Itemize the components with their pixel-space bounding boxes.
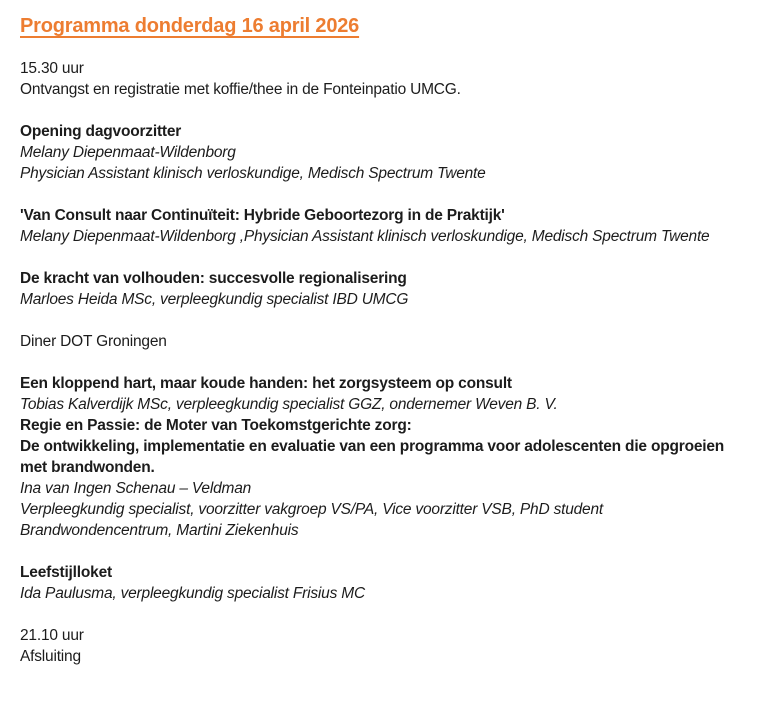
program-block-reception [20, 58, 752, 100]
program-description: Diner DOT Groningen [20, 333, 167, 350]
program-block-kloppend-hart [20, 373, 752, 541]
speaker-role: Physician Assistant klinisch verloskundige, Medisch Spectrum Twente [20, 165, 486, 182]
program-block-opening [20, 121, 752, 184]
page-title-row [20, 13, 752, 58]
session-title: Regie en Passie: de Moter van Toekomstgerichte zorg: [20, 417, 412, 434]
speaker-name-role: Ida Paulusma, verpleegkundig specialist Frisius MC [20, 585, 365, 602]
speaker-name-role: Marloes Heida MSc, verpleegkundig specialist IBD UMCG [20, 291, 409, 308]
session-title: Opening dagvoorzitter [20, 123, 182, 140]
program-time: 15.30 uur [20, 60, 84, 77]
program-block-diner [20, 331, 752, 352]
program-description: Afsluiting [20, 648, 81, 665]
program-block-closing [20, 625, 752, 667]
program-description: Ontvangst en registratie met koffie/thee in de Fonteinpatio UMCG. [20, 81, 461, 98]
speaker-name-role: Tobias Kalverdijk MSc, verpleegkundig specialist GGZ, ondernemer Weven B. V. [20, 396, 558, 413]
page-title: Programma donderdag 16 april 2026 [20, 15, 360, 37]
session-title: Een kloppend hart, maar koude handen: het zorgsysteem op consult [20, 375, 512, 392]
program-time: 21.10 uur [20, 627, 84, 644]
speaker-name-role: Melany Diepenmaat-Wildenborg ,Physician Assistant klinisch verloskundige, Medisch Spectrum Twente [20, 228, 710, 245]
program-block-van-consult [20, 205, 752, 247]
speaker-name: Ina van Ingen Schenau – Veldman [20, 480, 252, 497]
program-block-kracht-van-volhouden [20, 268, 752, 310]
session-title: 'Van Consult naar Continuïteit: Hybride Geboortezorg in de Praktijk' [20, 207, 505, 224]
session-subtitle: De ontwikkeling, implementatie en evaluatie van een programma voor adolescenten die opgroeien met brandwonden. [20, 438, 725, 476]
session-title: Leefstijlloket [20, 564, 112, 581]
speaker-role: Verpleegkundig specialist, voorzitter vakgroep VS/PA, Vice voorzitter VSB, PhD student Brandwondencentrum, Martini Ziekenhuis [20, 501, 604, 539]
speaker-name: Melany Diepenmaat-Wildenborg [20, 144, 236, 161]
program-block-leefstijlloket [20, 562, 752, 604]
session-title: De kracht van volhouden: succesvolle regionalisering [20, 270, 407, 287]
